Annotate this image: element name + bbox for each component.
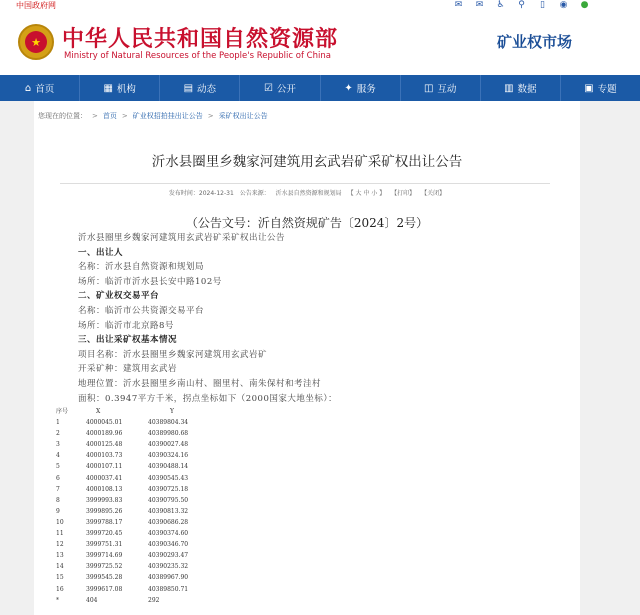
source-name: 沂水县自然资源和规划局: [275, 190, 342, 197]
table-cell: 6: [56, 474, 60, 482]
table-cell: 40389980.68: [148, 430, 189, 438]
article-meta: [34, 188, 580, 197]
nav-label: 互动: [437, 84, 457, 95]
table-row: [56, 439, 356, 450]
table-cell: 2: [56, 430, 60, 438]
table-cell: 5: [56, 463, 60, 471]
table-cell: 40390235.32: [148, 563, 189, 571]
nav-item-3[interactable]: [240, 75, 320, 101]
nav-label: 专题: [597, 84, 617, 95]
site-title[interactable]: 中华人民共和国自然资源部: [62, 26, 339, 52]
nav-item-0[interactable]: [0, 75, 80, 101]
site-title-en: Ministry of Natural Resources of the People's Republic of China: [64, 51, 331, 61]
table-cell: 1: [56, 419, 60, 427]
table-row: [56, 461, 356, 472]
body-line: 沂水县圈里乡魏家河建筑用玄武岩矿采矿权出让公告: [78, 233, 286, 243]
table-row: [56, 495, 356, 506]
source-label: 公告来源：: [239, 190, 270, 197]
open-icon: ☑: [263, 82, 273, 94]
nav-item-6[interactable]: [481, 75, 561, 101]
body-line: 名称：沂水县自然资源和规划局: [78, 262, 205, 273]
table-cell: 3999993.83: [86, 496, 123, 504]
table-cell: 40390545.43: [148, 474, 189, 482]
table-row: [56, 539, 356, 550]
table-cell: 4000189.96: [86, 430, 123, 438]
table-cell: 13: [56, 552, 64, 560]
table-header-cell: 序号: [56, 408, 69, 415]
nav-item-1[interactable]: [80, 75, 160, 101]
data-icon: ▥: [504, 82, 514, 94]
table-row: [56, 473, 356, 484]
table-row: [56, 528, 356, 539]
table-cell: 40389850.71: [148, 585, 189, 593]
section-heading: 一、出让人: [78, 247, 124, 258]
table-row: [56, 450, 356, 461]
table-cell: 7: [56, 485, 60, 493]
print-button[interactable]: 【打印】: [391, 190, 416, 197]
wechat-icon[interactable]: ●: [580, 0, 589, 10]
table-cell: 3999788.17: [86, 518, 123, 526]
table-cell: 3999617.08: [86, 585, 123, 593]
table-row: [56, 595, 356, 606]
weibo-icon[interactable]: ◉: [559, 0, 568, 10]
table-cell: 40390293.47: [148, 552, 189, 560]
table-cell: 8: [56, 496, 60, 504]
table-cell: 404: [86, 596, 98, 604]
table-cell: 292: [148, 596, 160, 604]
table-cell: 40390813.32: [148, 507, 189, 515]
document-number: （公告文号：沂自然资规矿告〔2024〕2号）: [185, 216, 429, 230]
table-cell: 40390346.70: [148, 541, 189, 549]
body-line: 项目名称：沂水县圈里乡魏家河建筑用玄武岩矿: [78, 349, 268, 360]
table-row: [56, 517, 356, 528]
mail-icon[interactable]: ✉: [454, 0, 463, 10]
publish-date: 发布时间：2024-12-31: [168, 190, 234, 197]
table-cell: *: [56, 596, 59, 604]
table-cell: 4000107.11: [86, 463, 123, 471]
nav-item-2[interactable]: [160, 75, 240, 101]
article-title: 沂水县圈里乡魏家河建筑用玄武岩矿采矿权出让公告: [151, 154, 463, 170]
table-cell: 12: [56, 541, 64, 549]
font-size-control[interactable]: 【 大 中 小 】: [347, 190, 386, 197]
nav-label: 机构: [116, 84, 136, 95]
breadcrumb-link-2[interactable]: 采矿权出让公告: [218, 112, 268, 120]
nav-label: 动态: [197, 84, 217, 95]
home-icon: ⌂: [24, 82, 32, 94]
table-cell: 3: [56, 441, 60, 449]
body-line: 开采矿种：建筑用玄武岩: [78, 364, 178, 375]
table-header-cell: Y: [170, 408, 174, 415]
table-cell: 3999895.26: [86, 507, 123, 515]
nav-item-7[interactable]: [561, 75, 640, 101]
table-cell: 16: [56, 585, 64, 593]
top-bar: [0, 0, 640, 12]
table-cell: 10: [56, 518, 64, 526]
mail-alt-icon[interactable]: ✉: [475, 0, 484, 10]
accessibility-icon[interactable]: ♿: [496, 0, 505, 10]
table-cell: 15: [56, 574, 64, 582]
nav-label: 公开: [276, 84, 296, 95]
table-cell: 3999714.69: [86, 552, 123, 560]
table-row: [56, 484, 356, 495]
table-row: [56, 550, 356, 561]
table-row: [56, 561, 356, 572]
org-icon: ▦: [103, 82, 113, 94]
breadcrumb-separator: >: [92, 112, 98, 120]
site-header: [0, 12, 640, 75]
body-line: 面积：0.3947平方千米，拐点坐标如下（2000国家大地坐标）：: [78, 393, 338, 404]
table-row: [56, 584, 356, 595]
close-button[interactable]: 【关闭】: [421, 190, 446, 197]
table-cell: 4: [56, 452, 60, 460]
table-cell: 4000125.48: [86, 441, 123, 449]
table-cell: 40390686.28: [148, 518, 189, 526]
main-nav: [0, 75, 640, 101]
mobile-icon[interactable]: ▯: [540, 0, 545, 10]
table-cell: 3999725.52: [86, 563, 123, 571]
national-emblem-icon: ★: [18, 24, 54, 60]
top-icons: [453, 0, 590, 12]
section-heading: 三、出让采矿权基本情况: [78, 335, 178, 346]
table-cell: 40390374.60: [148, 530, 189, 538]
section-heading: 二、矿业权交易平台: [78, 291, 160, 302]
table-cell: 40390324.16: [148, 452, 189, 460]
table-cell: 9: [56, 507, 60, 515]
gov-portal-link[interactable]: 中国政府网: [16, 1, 56, 10]
service-icon: ✦: [344, 82, 353, 94]
nav-label: 服务: [356, 84, 376, 95]
table-header-cell: X: [96, 408, 101, 415]
table-cell: 40390795.50: [148, 496, 189, 504]
table-cell: 3999545.28: [86, 574, 123, 582]
body-line: 名称：临沂市公共资源交易平台: [78, 306, 205, 316]
breadcrumb-prefix: 您现在的位置：: [38, 112, 87, 120]
table-row: [56, 428, 356, 439]
body-line: 地理位置：沂水县圈里乡南山村、圈里村、南朱保村和考洼村: [78, 379, 322, 389]
table-header: [56, 406, 356, 417]
table-cell: 40390027.48: [148, 441, 189, 449]
table-cell: 40390725.18: [148, 485, 189, 493]
breadcrumb-separator: >: [121, 112, 128, 120]
table-cell: 14: [56, 563, 64, 571]
title-divider: [60, 183, 550, 184]
coordinate-table: [56, 406, 356, 606]
breadcrumb-link-0[interactable]: 首页: [102, 112, 117, 120]
breadcrumb-link-1[interactable]: 矿业权招拍挂出让公告: [132, 112, 203, 120]
nav-item-4[interactable]: [321, 75, 401, 101]
breadcrumb-separator: >: [207, 112, 214, 120]
table-cell: 40390488.14: [148, 463, 189, 471]
topic-icon: ▣: [584, 82, 594, 94]
table-row: [56, 506, 356, 517]
breadcrumb: [34, 108, 580, 124]
body-line: 场所：临沂市北京路8号: [78, 320, 174, 331]
table-cell: 4000045.01: [86, 419, 123, 427]
table-cell: 40389967.90: [148, 574, 189, 582]
elder-icon[interactable]: ⚲: [518, 0, 525, 10]
table-cell: 3999751.31: [86, 541, 123, 549]
table-row: [56, 572, 356, 583]
body-line: 场所：临沂市沂水县长安中路102号: [78, 276, 222, 287]
table-cell: 4000108.13: [86, 485, 123, 493]
table-cell: 4000037.41: [86, 474, 123, 482]
nav-item-5[interactable]: [401, 75, 481, 101]
table-cell: 3999720.45: [86, 530, 123, 538]
table-cell: 40389804.34: [148, 419, 189, 427]
nav-label: 数据: [517, 84, 537, 95]
table-cell: 4000103.73: [86, 452, 123, 460]
table-cell: 11: [56, 530, 64, 538]
table-row: [56, 417, 356, 428]
chat-icon: ◫: [423, 82, 434, 94]
section-title: 矿业权市场: [496, 33, 572, 51]
news-icon: ▤: [183, 82, 194, 94]
nav-label: 首页: [35, 84, 55, 95]
